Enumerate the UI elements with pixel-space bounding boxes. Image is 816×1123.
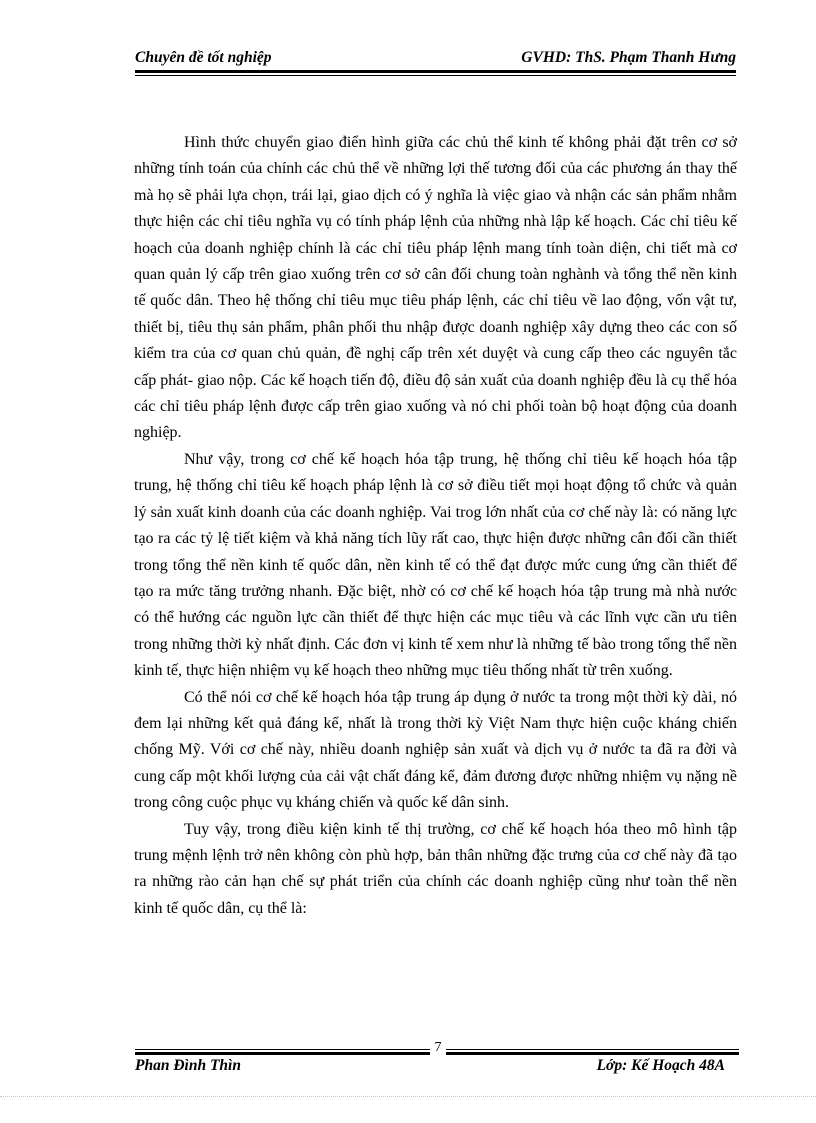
page-bottom-border — [0, 1096, 816, 1097]
document-body — [134, 130, 737, 922]
paragraph-2: Như vậy, trong cơ chế kế hoạch hóa tập trung, hệ thống chỉ tiêu kế hoạch hóa tập trung, hệ thống chỉ tiêu kế hoạch pháp lệnh là cơ sở điều tiết mọi hoạt động tổ chức và quản lý sản xuất kinh doanh của các doanh nghiệp. Vai trog lớn nhất của cơ chế này là: có năng lực tạo ra các tỷ lệ tiết kiệm và khả năng tích lũy rất cao, thực hiện được những cân đối cần thiết trong tổng thể nền kinh tế quốc dân, nền kinh tế có thể đạt được mức cung ứng cần thiết để tạo ra mức tăng trưởng nhanh. Đặc biệt, nhờ có cơ chế kế hoạch hóa tập trung mà nhà nước có thể hướng các nguồn lực cần thiết để thực hiện các mục tiêu và các lĩnh vực cần ưu tiên trong những thời kỳ nhất định. Các đơn vị kinh tế xem như là những tế bào trong tổng thể nền kinh tế, thực hiện nhiệm vụ kế hoạch theo những mục tiêu thống nhất từ trên xuống. — [134, 450, 737, 680]
header-supervisor: GVHD: ThS. Phạm Thanh Hưng — [521, 49, 736, 66]
page-header — [135, 47, 736, 69]
header-divider — [135, 70, 736, 76]
header-document-title: Chuyên đề tốt nghiệp — [135, 49, 272, 66]
footer-author: Phan Đình Thìn — [135, 1057, 241, 1074]
paragraph-1: Hình thức chuyển giao điển hình giữa các chủ thể kinh tế không phải đặt trên cơ sở những tính toán của chính các chủ thể về những lợi thế tương đối của các phương án thay thế mà họ sẽ phải lựa chọn, trái lại, giao dịch có ý nghĩa là việc giao và nhận các sản phẩm nhằm thực hiện các chỉ tiêu nghĩa vụ có tính pháp lệnh của những nhà lập kế hoạch. Các chỉ tiêu kế hoạch của doanh nghiệp chính là các chỉ tiêu pháp lệnh mang tính toàn diện, chi tiết mà cơ quan quản lý cấp trên giao xuống trên cơ sở cân đối chung toàn nghành và tổng thể nền kinh tế quốc dân. Theo hệ thống chỉ tiêu mục tiêu pháp lệnh, các chỉ tiêu về lao động, vốn vật tư, thiết bị, tiêu thụ sản phẩm, phân phối thu nhập được doanh nghiệp xây dựng theo các con số kiểm tra của cơ quan chủ quản, đề nghị cấp trên xét duyệt và cung cấp theo các nguyên tắc cấp phát- giao nộp. Các kế hoạch tiến độ, điều độ sản xuất của doanh nghiệp đều là cụ thể hóa các chỉ tiêu pháp lệnh được cấp trên giao xuống và nó chi phối toàn bộ hoạt động của doanh nghiệp. — [134, 134, 737, 442]
footer-class: Lớp: Kế Hoạch 48A — [596, 1057, 725, 1074]
page-number: 7 — [430, 1040, 446, 1056]
page-footer — [135, 1055, 725, 1077]
paragraph-3: Có thể nói cơ chế kế hoạch hóa tập trung áp dụng ở nước ta trong một thời kỳ dài, nó đem lại những kết quả đáng kể, nhất là trong thời kỳ Việt Nam thực hiện cuộc kháng chiến chống Mỹ. Với cơ chế này, nhiều doanh nghiệp sản xuất và dịch vụ ở nước ta đã ra đời và cung cấp một khối lượng của cải vật chất đáng kể, đảm đương được những nhiệm vụ nặng nề trong công cuộc phục vụ kháng chiến và quốc kế dân sinh. — [134, 688, 737, 812]
paragraph-4: Tuy vậy, trong điều kiện kinh tế thị trường, cơ chế kế hoạch hóa theo mô hình tập trung mệnh lệnh trở nên không còn phù hợp, bản thân những đặc trưng của cơ chế này đã tạo ra những rào cản hạn chế sự phát triển của chính các doanh nghiệp cũng như toàn thể nền kinh tế quốc dân, cụ thể là: — [134, 820, 737, 917]
